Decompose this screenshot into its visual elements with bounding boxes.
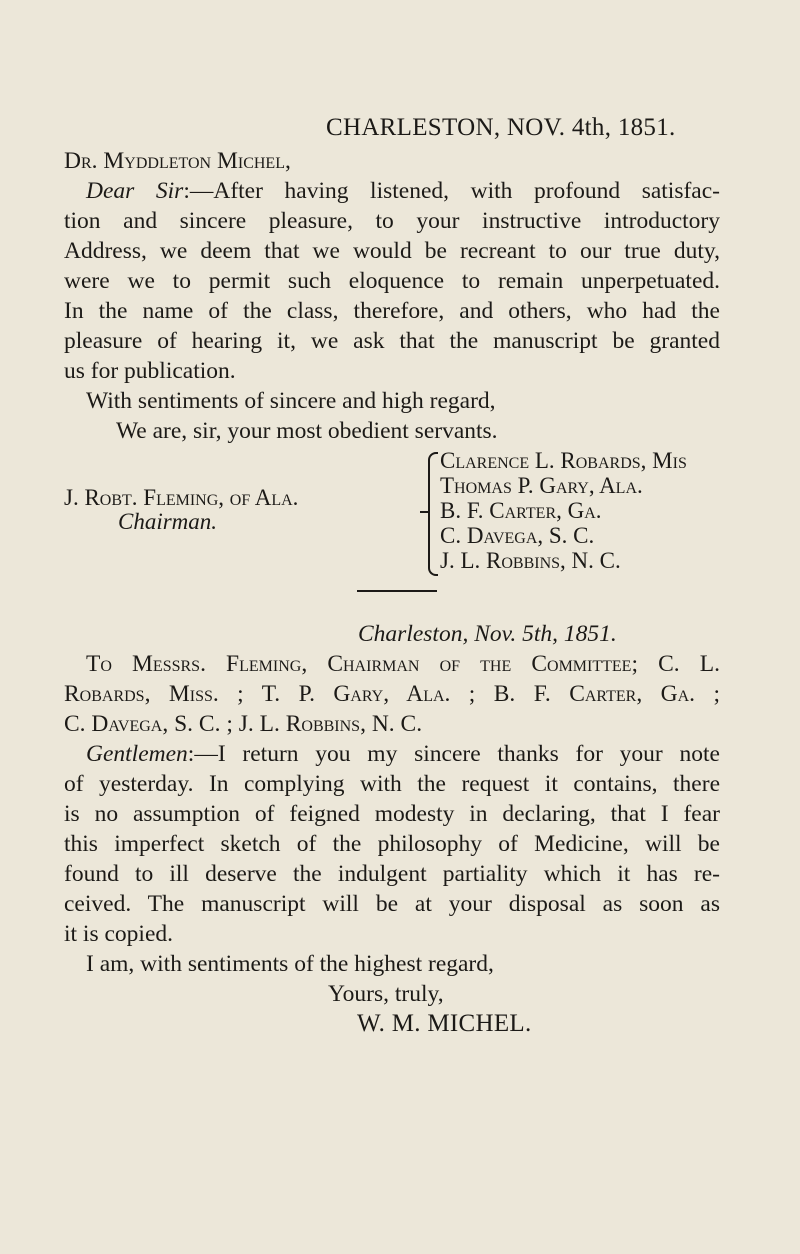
signatory-5: J. L. Robbins, N. C. xyxy=(440,548,621,573)
signatory-4: C. Davega, S. C. xyxy=(440,523,595,548)
letter1-closing-1: With sentiments of sincere and high regard, xyxy=(86,388,496,414)
letter1-body-line-6: pleasure of hearing it, we ask that the manuscript be granted xyxy=(64,328,720,354)
signatory-1: Clarence L. Robards, Mis xyxy=(440,448,687,473)
letter2-body-line-5: found to ill deserve the indulgent partiality which it has re- xyxy=(64,861,720,887)
signatory-2: Thomas P. Gary, Ala. xyxy=(440,473,643,498)
letter1-recipient: Dr. Myddleton Michel, xyxy=(64,148,291,174)
letter2-closing-1: I am, with sentiments of the highest regard, xyxy=(86,951,494,977)
letter2-dateline: Charleston, Nov. 5th, 1851. xyxy=(358,621,617,647)
letter1-body-line-7: us for publication. xyxy=(64,358,236,384)
letter2-body-line-6: ceived. The manuscript will be at your disposal as soon as xyxy=(64,891,720,917)
letter2-salutation-punct: :— xyxy=(187,741,218,767)
letter1-closing-2: We are, sir, your most obedient servants. xyxy=(116,418,498,444)
letter2-body-line-1 xyxy=(86,740,720,768)
letter2-body-text-1: I return you my sincere thanks for your note xyxy=(217,741,720,767)
signatory-3: B. F. Carter, Ga. xyxy=(440,498,602,523)
letter1-body-line-3: Address, we deem that we would be recreant to our true duty, xyxy=(64,238,720,264)
chairman-title: Chairman. xyxy=(118,509,218,534)
divider-rule xyxy=(357,590,437,592)
signatories-brace xyxy=(428,452,438,576)
chairman-name: J. Robt. Fleming, of Ala. xyxy=(64,485,299,510)
letter2-body-line-3: is no assumption of feigned modesty in declaring, that I fear xyxy=(64,801,720,827)
letter1-salutation-punct: :— xyxy=(183,178,214,204)
letter2-salutation: Gentlemen xyxy=(86,741,188,767)
letter2-body-line-4: this imperfect sketch of the philosophy of Medicine, will be xyxy=(64,831,720,857)
letter2-address-line-1: To Messrs. Fleming, Chairman of the Committee; C. L. xyxy=(86,651,720,677)
letter1-body-line-4: were we to permit such eloquence to remain unperpetuated. xyxy=(64,268,720,294)
letter1-body-line-5: In the name of the class, therefore, and others, who had the xyxy=(64,298,720,324)
letter1-body-line-1 xyxy=(86,177,720,205)
letter2-closing-2: Yours, truly, xyxy=(328,981,444,1007)
letter2-body-line-2: of yesterday. In complying with the request it contains, there xyxy=(64,771,720,797)
letter1-body-text-1: After having listened, with profound satisfac- xyxy=(213,178,720,204)
letter2-address-line-3: C. Davega, S. C. ; J. L. Robbins, N. C. xyxy=(64,711,423,737)
letter1-salutation: Dear Sir xyxy=(86,178,184,204)
letter2-body-line-7: it is copied. xyxy=(64,921,173,947)
signatories-brace-point xyxy=(420,511,428,513)
letter2-signature: W. M. MICHEL. xyxy=(357,1010,532,1037)
letter1-body-line-2: tion and sincere pleasure, to your instructive introductory xyxy=(64,208,720,234)
letter1-dateline: CHARLESTON, NOV. 4th, 1851. xyxy=(326,114,676,141)
letter2-address-line-2: Robards, Miss. ; T. P. Gary, Ala. ; B. F. Carter, Ga. ; xyxy=(64,681,720,707)
